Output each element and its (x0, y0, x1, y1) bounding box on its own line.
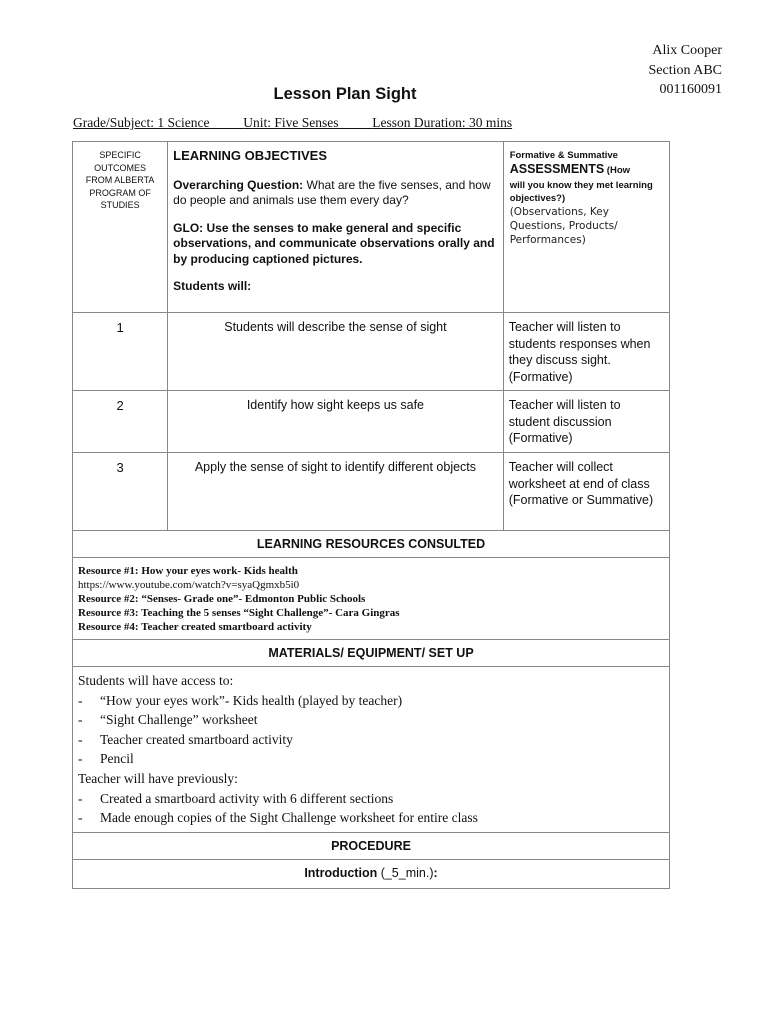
assessments-header (503, 142, 669, 313)
objective-number: 2 (73, 391, 168, 453)
procedure-heading-row (73, 832, 670, 859)
objective-number: 3 (73, 453, 168, 531)
resources-heading: LEARNING RESOURCES CONSULTED (73, 531, 670, 558)
students-access-intro: Students will have access to: (78, 673, 234, 688)
objective-assessment: Teacher will listen to students responses when they discuss sight. (Formative) (503, 313, 669, 391)
intro-time: (_5_min.) (377, 865, 434, 880)
list-item: - Created a smartboard activity with 6 different sections (78, 789, 664, 809)
list-item-text: “Sight Challenge” worksheet (100, 712, 258, 728)
objective-row-1 (73, 313, 670, 391)
list-item-text: Created a smartboard activity with 6 different sections (100, 790, 394, 806)
assess-how: (How (604, 165, 631, 176)
procedure-introduction (73, 859, 670, 888)
list-item-text: Teacher created smartboard activity (100, 731, 293, 747)
objective-text: Students will describe the sense of sight (168, 313, 504, 391)
assess-line-4: (Observations, Key Questions, Products/ Performances) (509, 206, 618, 246)
unit: Unit: Five Senses (243, 115, 339, 130)
oq-label: Overarching Question: (173, 177, 304, 192)
overarching-question (173, 178, 498, 209)
resource-4: Resource #4: Teacher created smartboard activity (78, 621, 312, 633)
assess-line-3: will you know they met learning objectives?) (509, 180, 653, 204)
resource-1-url: https://www.youtube.com/watch?v=syaQgmxb5i0 (78, 579, 300, 591)
assess-line-2 (510, 161, 664, 179)
author-section: Section ABC (648, 62, 722, 78)
list-item-text: Made enough copies of the Sight Challenge worksheet for entire class (100, 810, 478, 826)
assess-line-1: Formative & Summative (509, 150, 618, 161)
oq-text: What are the five senses, and how do people and animals use them every day? (173, 177, 491, 207)
resource-2: Resource #2: “Senses- Grade one”- Edmonton Public Schools (78, 593, 366, 605)
objective-assessment: Teacher will listen to student discussion (Formative) (503, 391, 669, 453)
materials-list (73, 667, 670, 833)
lesson-duration: Lesson Duration: 30 mins (372, 115, 513, 130)
intro-label: Introduction (304, 865, 378, 880)
so-line-4: PROGRAM OF (89, 187, 151, 198)
grade-subject: Grade/Subject: 1 Science (73, 115, 210, 130)
list-item: - “How your eyes work”- Kids health (played by teacher) (78, 691, 664, 711)
intro-colon: : (433, 865, 438, 880)
list-item: - Pencil (78, 749, 664, 769)
so-line-3: FROM ALBERTA (85, 175, 155, 185)
materials-heading: MATERIALS/ EQUIPMENT/ SET UP (73, 640, 670, 667)
assess-heading: ASSESSMENTS (509, 162, 605, 176)
materials-row (73, 667, 670, 833)
specific-outcomes-header (73, 142, 168, 313)
resources-list (73, 558, 670, 640)
resource-1: Resource #1: How your eyes work- Kids health (78, 565, 298, 577)
objective-number: 1 (73, 313, 168, 391)
learning-objectives-heading: LEARNING OBJECTIVES (173, 148, 328, 163)
procedure-heading: PROCEDURE (73, 832, 670, 859)
header-row (73, 142, 670, 313)
lesson-info-line (73, 115, 512, 131)
teacher-previously-intro: Teacher will have previously: (78, 770, 238, 786)
author-id: 001160091 (659, 82, 722, 97)
lesson-plan-table (72, 141, 670, 889)
list-item: - Teacher created smartboard activity (78, 730, 664, 750)
list-item-text: Pencil (100, 751, 134, 767)
list-item: - Made enough copies of the Sight Challenge worksheet for entire class (78, 808, 664, 828)
learning-objectives-header (168, 142, 504, 313)
so-line-5: STUDIES (100, 200, 140, 210)
resources-heading-row (73, 531, 670, 558)
objective-row-3 (73, 453, 670, 531)
glo-bold: GLO: Use the senses to make general and specific observations, and communicate observations orally and by producing captioned pictures. (173, 220, 495, 266)
list-item-text: “How your eyes work”- Kids health (played by teacher) (100, 692, 403, 708)
resource-3: Resource #3: Teaching the 5 senses “Sight Challenge”- Cara Gingras (78, 607, 400, 619)
procedure-intro-row (73, 859, 670, 888)
objective-row-2 (73, 391, 670, 453)
page-title: Lesson Plan Sight (273, 85, 417, 103)
students-will (173, 279, 498, 295)
so-line-1: SPECIFIC (99, 150, 141, 160)
list-item: - “Sight Challenge” worksheet (78, 710, 664, 730)
students-will-bold: Students will: (173, 279, 252, 293)
so-line-2: OUTCOMES (94, 162, 147, 173)
objective-text: Apply the sense of sight to identify different objects (168, 453, 504, 531)
author-name: Alix Cooper (652, 43, 722, 58)
materials-heading-row (73, 640, 670, 667)
glo-text (173, 221, 498, 268)
resources-row (73, 558, 670, 640)
objective-text: Identify how sight keeps us safe (168, 391, 504, 453)
objective-assessment: Teacher will collect worksheet at end of class (Formative or Summative) (503, 453, 669, 531)
